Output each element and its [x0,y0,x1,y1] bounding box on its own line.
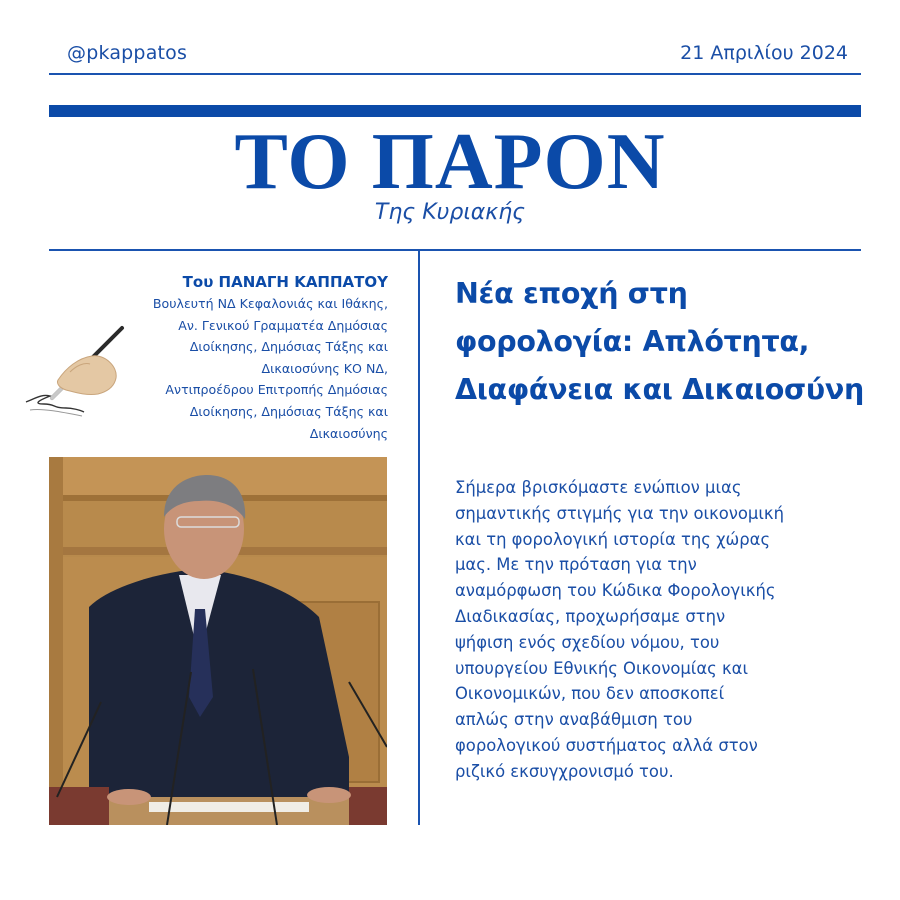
masthead-divider [49,249,861,251]
publication-date: 21 Απριλίου 2024 [680,42,848,64]
article-body: Σήμερα βρισκόμαστε ενώπιον μιας σημαντικής στιγμής για την οικονομική και τη φορολογική ιστορία της χώρας μας. Με την πρόταση για την αναμόρφωση του Κώδικα Φορολογικής Διαδικασίας, προχωρήσαμε στην ψήφιση ενός σχεδίου νόμου, του υπουργείου Εθνικής Οικονομίας και Οικονομικών, που δεν αποσκοπεί απλώς στην αναβάθμιση του φορολογικού συστήματος αλλά στον ριζικό εκσυγχρονισμό του. [455,478,784,781]
header-divider [49,73,861,75]
social-handle: @pkappatos [67,42,188,64]
article-headline: Νέα εποχή στη φορολογία: Απλότητα, Διαφάνεια και Δικαιοσύνη [455,277,864,406]
author-photo [49,457,387,825]
author-block [90,271,388,444]
column-divider [418,250,420,825]
author-name: Του ΠΑΝΑΓΗ ΚΑΠΠΑΤΟΥ [182,273,388,291]
masthead-subtitle: Της Κυριακής [374,200,526,225]
author-role: Βουλευτή ΝΔ Κεφαλονιάς και Ιθάκης, Αν. Γενικού Γραμματέα Δημόσιας Διοίκησης, Δημόσιας Τάξης και Δικαιοσύνης ΚΟ ΝΔ, Αντιπροέδρου Επιτροπής Δημόσιας Διοίκησης, Δημόσιας Τάξης και Δικαιοσύνης [152,296,388,441]
masthead-title: ΤΟ ΠΑΡΟΝ [234,118,666,206]
